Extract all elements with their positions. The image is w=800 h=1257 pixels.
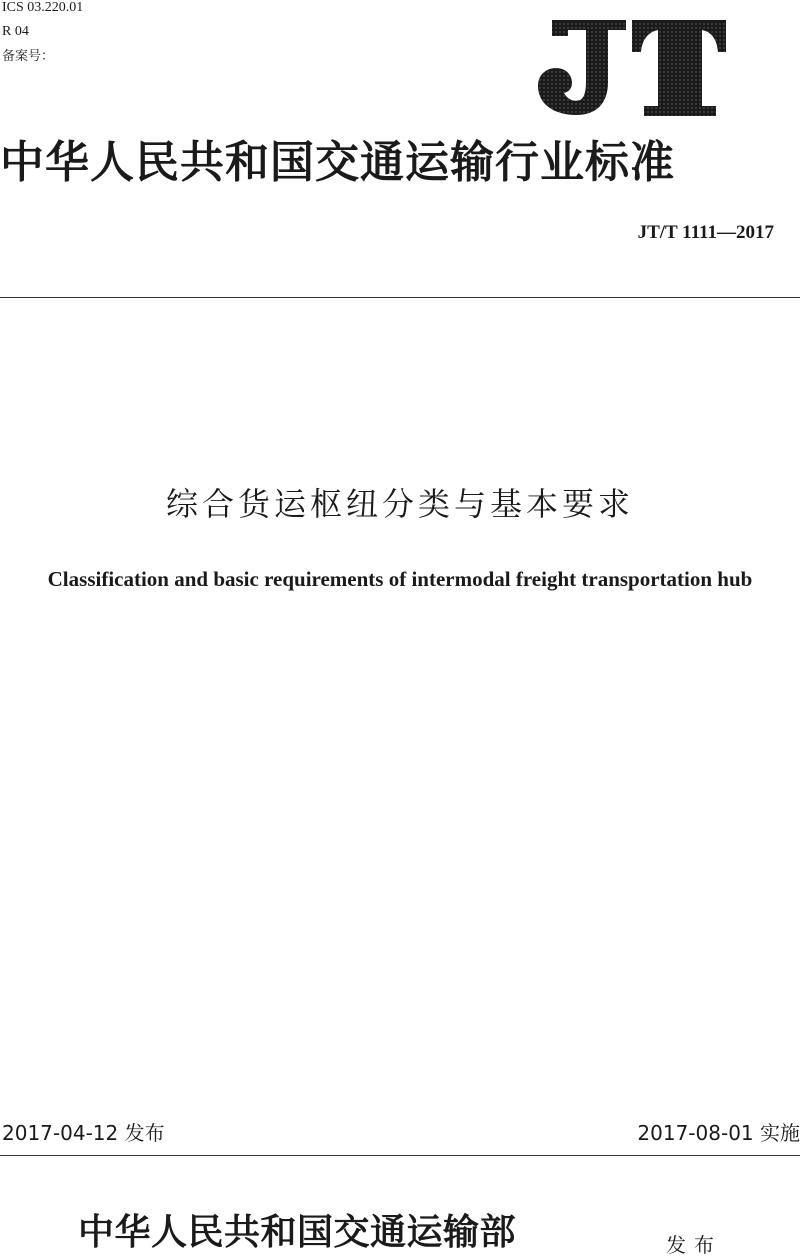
bottom-divider	[0, 1155, 800, 1156]
issuing-authority: 中华人民共和国交通运输部	[78, 1211, 517, 1253]
logo-letter-t	[632, 20, 726, 116]
ics-code: ICS 03.220.01	[2, 0, 84, 15]
logo-letter-j	[538, 20, 626, 115]
top-divider	[0, 297, 800, 298]
filing-number-label: 备案号：	[2, 49, 55, 64]
issuing-action: 发布	[666, 1233, 722, 1257]
classification-code: R 04	[2, 24, 29, 39]
document-title-english: Classification and basic requirements of intermodal freight transportation hub	[47, 567, 753, 591]
standard-code: JT/T 1111—2017	[637, 222, 774, 243]
document-title-chinese: 综合货运枢纽分类与基本要求	[165, 485, 634, 523]
jt-logo	[534, 18, 730, 118]
issue-date: 2017-04-12 发布	[2, 1121, 165, 1145]
implementation-date: 2017-08-01 实施	[637, 1121, 800, 1145]
standard-category-title: 中华人民共和国交通运输行业标准	[0, 137, 675, 188]
